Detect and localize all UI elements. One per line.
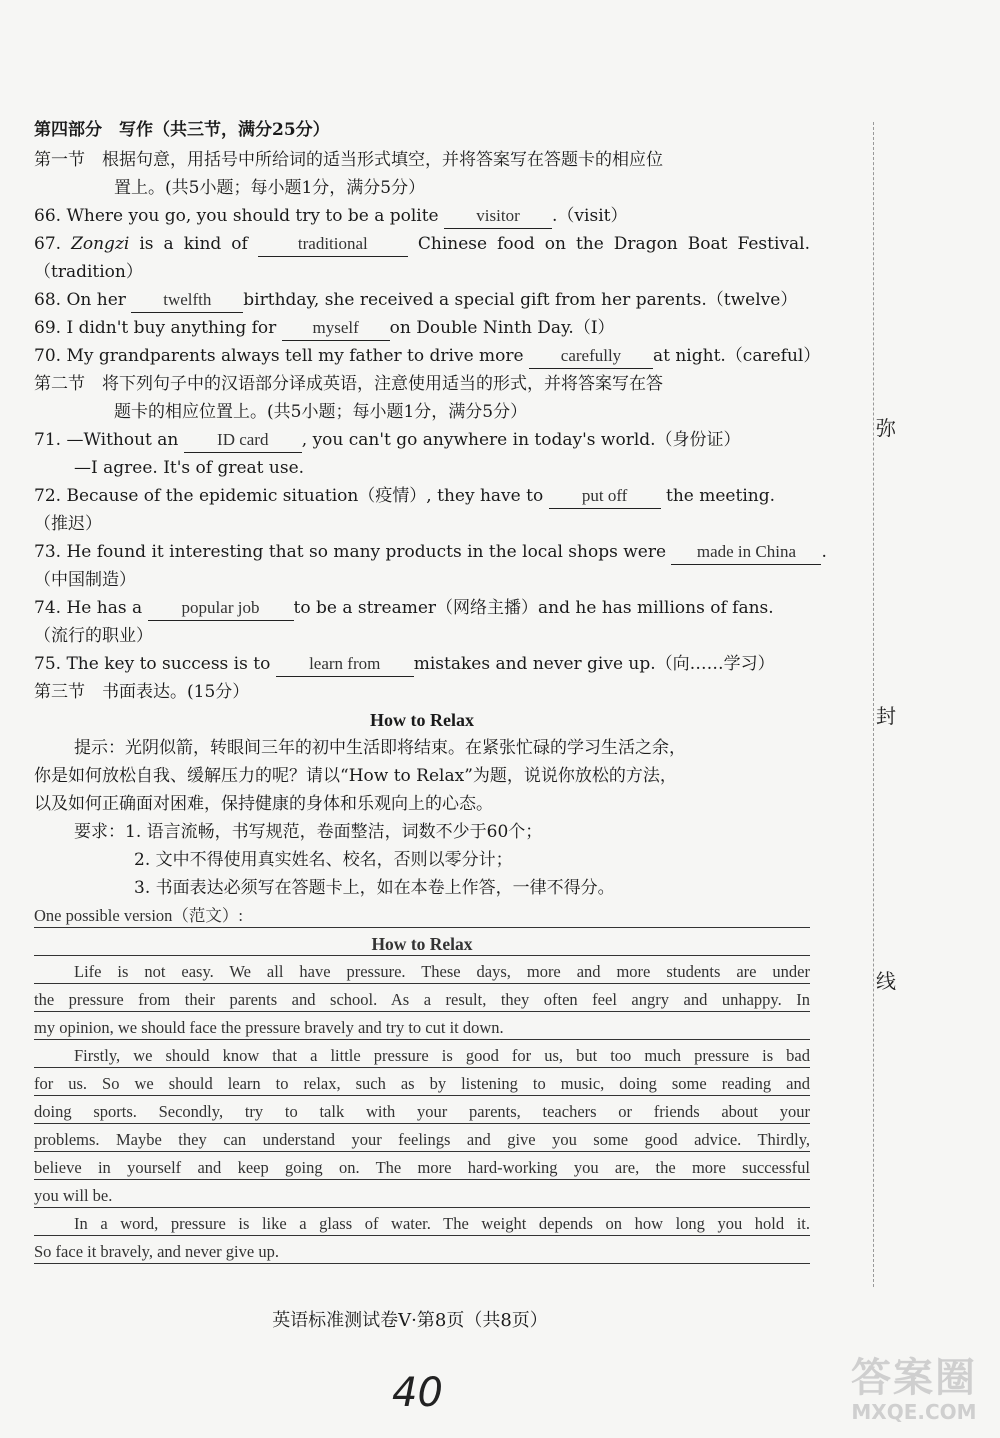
- binding-line: [873, 122, 874, 1287]
- question-70: 70. My grandparents always tell my father to drive more carefully at night.（careful）: [34, 344, 820, 369]
- answer-blank: visitor: [444, 204, 552, 229]
- answer-blank: carefully: [529, 344, 653, 369]
- handwritten-page-number: 40: [392, 1370, 443, 1416]
- question-75: 75. The key to success is to learn from mistakes and never give up.（向……学习）: [34, 652, 775, 677]
- answer-blank: ID card: [184, 428, 302, 453]
- question-67-hint: （tradition）: [34, 262, 143, 282]
- essay-line: the pressure from their parents and school. As a result, they often feel angry and unhappy. In: [34, 989, 810, 1012]
- seal-char-2: 封: [876, 704, 896, 728]
- sec3-heading: 第三节 书面表达。(15分）: [34, 682, 250, 702]
- essay-line: So face it bravely, and never give up.: [34, 1241, 810, 1264]
- watermark-logo: 答案圈: [851, 1355, 977, 1401]
- question-73-hint: （中国制造）: [34, 570, 136, 590]
- answer-blank: popular job: [148, 596, 294, 621]
- question-73: 73. He found it interesting that so many products in the local shops were made in China .: [34, 540, 827, 565]
- essay-line: you will be.: [34, 1185, 810, 1208]
- essay-line: Life is not easy. We all have pressure. These days, more and more students are under: [34, 961, 810, 984]
- essay-line: In a word, pressure is like a glass of water. The weight depends on how long you hold it.: [34, 1213, 810, 1236]
- answer-blank: made in China: [671, 540, 821, 565]
- watermark: [844, 1356, 984, 1430]
- requirement-1: 要求：1. 语言流畅，书写规范，卷面整洁，词数不少于60个；: [74, 822, 543, 842]
- answer-blank: traditional: [258, 232, 408, 257]
- essay-line: doing sports. Secondly, try to talk with your parents, teachers or friends about your: [34, 1101, 810, 1124]
- requirement-2: 2. 文中不得使用真实姓名、校名，否则以零分计；: [134, 850, 513, 870]
- sec1-heading-cont: 置上。(共5小题；每小题1分，满分5分）: [114, 178, 426, 198]
- prompt-line-3: 以及如何正确面对困难，保持健康的身体和乐观向上的心态。: [34, 794, 493, 814]
- seal-char-3: 线: [876, 969, 896, 993]
- essay-label: One possible version（范文）:: [34, 905, 810, 928]
- essay-title: How to Relax: [34, 933, 810, 956]
- watermark-url: MXQE.COM: [851, 1400, 977, 1424]
- essay-line: believe in yourself and keep going on. The more hard-working you are, the more successful: [34, 1157, 810, 1180]
- question-69: 69. I didn't buy anything for myself on Double Ninth Day.（I）: [34, 316, 615, 341]
- sec2-heading-cont: 题卡的相应位置上。(共5小题；每小题1分，满分5分）: [114, 402, 528, 422]
- answer-blank: twelfth: [131, 288, 243, 313]
- seal-char-1: 弥: [876, 416, 896, 440]
- question-71-reply: —I agree. It's of great use.: [74, 458, 305, 478]
- question-72: 72. Because of the epidemic situation（疫情）, they have to put off the meeting.: [34, 484, 775, 509]
- prompt-line-1: 提示：光阴似箭，转眼间三年的初中生活即将结束。在紧张忙碌的学习生活之余，: [74, 738, 686, 758]
- essay-line: Firstly, we should know that a little pressure is good for us, but too much pressure is bad: [34, 1045, 810, 1068]
- page-footer: 英语标准测试卷Ⅴ·第8页（共8页）: [272, 1310, 548, 1331]
- answer-blank: myself: [282, 316, 390, 341]
- answer-blank: put off: [549, 484, 661, 509]
- sec1-heading: 第一节 根据句意，用括号中所给词的适当形式填空，并将答案写在答题卡的相应位: [34, 150, 663, 170]
- question-74: 74. He has a popular job to be a streamer（网络主播）and he has millions of fans.: [34, 596, 774, 621]
- prompt-line-2: 你是如何放松自我、缓解压力的呢？请以“How to Relax”为题，说说你放松的方法，: [34, 766, 677, 786]
- question-66: 66. Where you go, you should try to be a polite visitor .（visit）: [34, 204, 627, 229]
- question-71: 71. —Without an ID card , you can't go anywhere in today's world.（身份证）: [34, 428, 741, 453]
- essay-line: problems. Maybe they can understand your feelings and give you some good advice. Thirdly,: [34, 1129, 810, 1152]
- essay-line: my opinion, we should face the pressure bravely and try to cut it down.: [34, 1017, 810, 1040]
- requirement-3: 3. 书面表达必须写在答题卡上，如在本卷上作答，一律不得分。: [134, 878, 615, 898]
- question-67: 67. Zongzi is a kind of traditional Chinese food on the Dragon Boat Festival.: [34, 232, 810, 257]
- question-68: 68. On her twelfth birthday, she received a special gift from her parents.（twelve）: [34, 288, 797, 313]
- essay-task-title: How to Relax: [370, 710, 474, 730]
- question-74-hint: （流行的职业）: [34, 626, 153, 646]
- essay-line: for us. So we should learn to relax, such as by listening to music, doing some reading and: [34, 1073, 810, 1096]
- part-title: 第四部分 写作（共三节，满分25分）: [34, 120, 330, 140]
- answer-blank: learn from: [276, 652, 414, 677]
- sec2-heading: 第二节 将下列句子中的汉语部分译成英语，注意使用适当的形式，并将答案写在答: [34, 374, 663, 394]
- question-72-hint: （推迟）: [34, 514, 102, 534]
